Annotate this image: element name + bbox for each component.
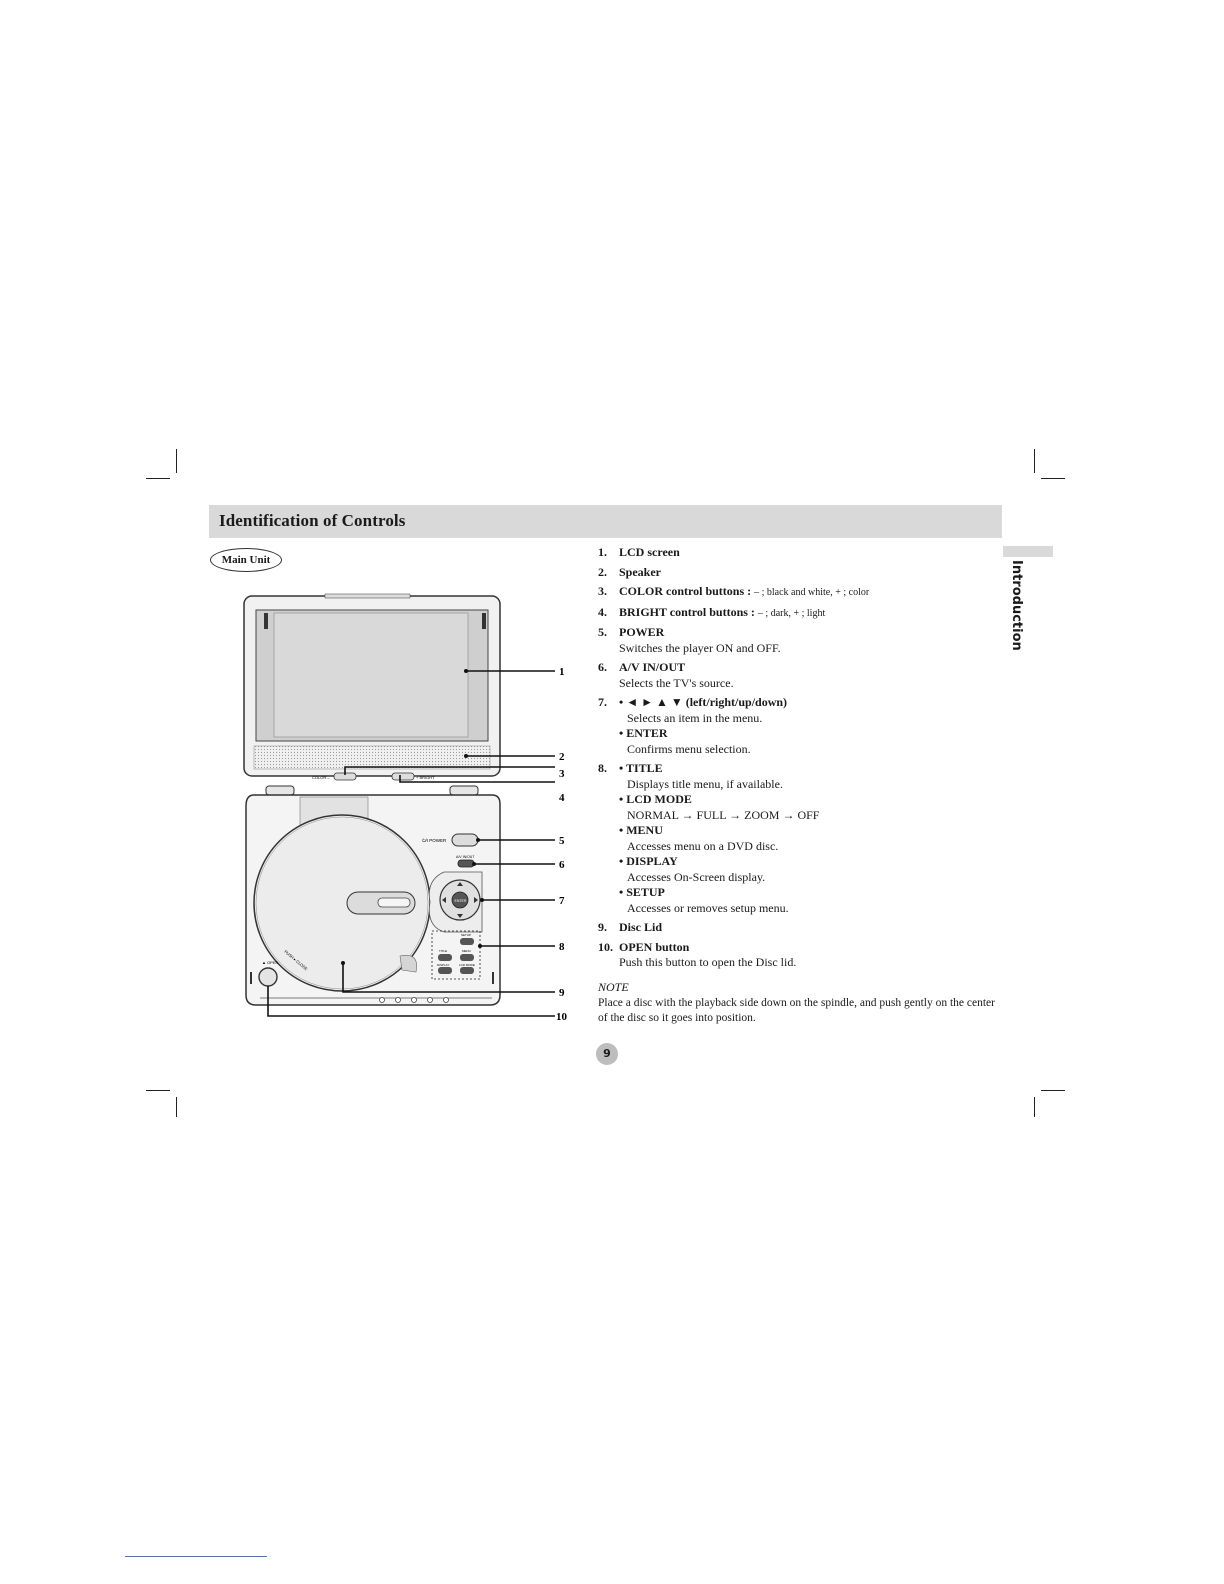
svg-text:DISPLAY: DISPLAY — [437, 963, 450, 967]
svg-text:LCD MODE: LCD MODE — [459, 963, 475, 967]
device-illustration — [230, 580, 580, 1025]
side-tab-bar — [1003, 546, 1053, 557]
list-item: 3. COLOR control buttons : – ; black and white, + ; color — [598, 584, 870, 598]
setup-button — [460, 938, 474, 945]
svg-text:SETUP: SETUP — [461, 933, 472, 937]
main-unit-label: Main Unit — [210, 548, 282, 572]
crop-mark — [176, 1097, 177, 1117]
note-title: NOTE — [598, 980, 629, 994]
callout-4: 4 — [559, 792, 565, 804]
av-button — [458, 860, 474, 867]
crop-mark — [146, 478, 170, 479]
callout-8: 8 — [559, 941, 565, 953]
svg-text:TITLE: TITLE — [439, 949, 448, 953]
list-item: 4. BRIGHT control buttons : – ; dark, + ; light — [598, 604, 826, 619]
svg-text:MENU: MENU — [462, 949, 471, 953]
section-header — [209, 505, 1002, 538]
list-item: 2. Speaker — [598, 564, 661, 579]
callout-7: 7 — [559, 895, 565, 907]
callout-1: 1 — [559, 666, 565, 678]
power-button — [452, 834, 478, 846]
list-item: 1. LCD screen — [598, 545, 680, 559]
svg-text:+ BRIGHT: + BRIGHT — [416, 775, 435, 780]
display-button — [438, 967, 452, 974]
page-number: 9 — [596, 1043, 618, 1065]
list-item: 7. • ◄ ► ▲ ▼ (left/right/up/down) Selects an item in the menu. • ENTER Confirms menu selection. — [598, 695, 998, 757]
open-button — [259, 968, 277, 986]
item-description: Push this button to open the Disc lid. — [619, 955, 797, 969]
bright-buttons — [392, 773, 414, 780]
crop-mark — [176, 449, 177, 473]
list-item: 10. OPEN button Push this button to open the Disc lid. — [598, 940, 998, 971]
svg-text:ENTER: ENTER — [454, 899, 467, 903]
crop-mark — [1034, 1097, 1035, 1117]
list-item: 8. • TITLE Displays title menu, if available. • LCD MODE NORMAL → FULL → ZOOM → OFF • MENU Accesses menu on a DVD disc. • DISPLAY Accesses On-Screen display. • SETUP Accesses or removes setup menu. — [598, 761, 820, 915]
crop-mark — [1041, 478, 1065, 479]
title-button — [438, 954, 452, 961]
crop-mark — [146, 1090, 170, 1091]
footer-line — [125, 1556, 267, 1557]
controls-list — [598, 545, 998, 975]
item-description: Confirms menu selection. — [627, 741, 751, 756]
callout-9: 9 — [559, 987, 565, 999]
list-item: 5. POWER Switches the player ON and OFF. — [598, 625, 998, 656]
crop-mark — [1041, 1090, 1065, 1091]
menu-button — [460, 954, 474, 961]
svg-text:⏻/I POWER: ⏻/I POWER — [422, 838, 447, 843]
device-diagram — [230, 580, 580, 1025]
list-item: 6. A/V IN/OUT Selects the TV's source. — [598, 660, 998, 691]
item-description: Switches the player ON and OFF. — [619, 640, 781, 655]
speaker-grill — [254, 746, 490, 769]
callout-numbers — [556, 666, 568, 1023]
callout-2: 2 — [559, 751, 565, 763]
side-tab-label: Introduction — [1009, 560, 1024, 651]
svg-text:▲ OPEN: ▲ OPEN — [262, 960, 279, 965]
callout-6: 6 — [559, 859, 565, 871]
callout-10: 10 — [556, 1011, 567, 1023]
section-title: Identification of Controls — [219, 511, 406, 530]
item-description: Selects an item in the menu. — [627, 710, 763, 725]
crop-mark — [1034, 449, 1035, 473]
lcd-mode-button — [460, 967, 474, 974]
callout-3: 3 — [559, 768, 565, 780]
svg-text:PUSH ▸ CLOSE: PUSH ▸ CLOSE — [283, 948, 309, 972]
list-item: 9. Disc Lid — [598, 920, 663, 934]
svg-text:A/V IN/OUT: A/V IN/OUT — [456, 855, 475, 859]
callout-5: 5 — [559, 835, 565, 847]
svg-text:COLOR –: COLOR – — [312, 775, 330, 780]
note-text: Place a disc with the playback side down on the spindle, and push gently on the center of the disc so it goes into position. — [598, 997, 995, 1024]
item-description: Selects the TV's source. — [619, 675, 734, 690]
